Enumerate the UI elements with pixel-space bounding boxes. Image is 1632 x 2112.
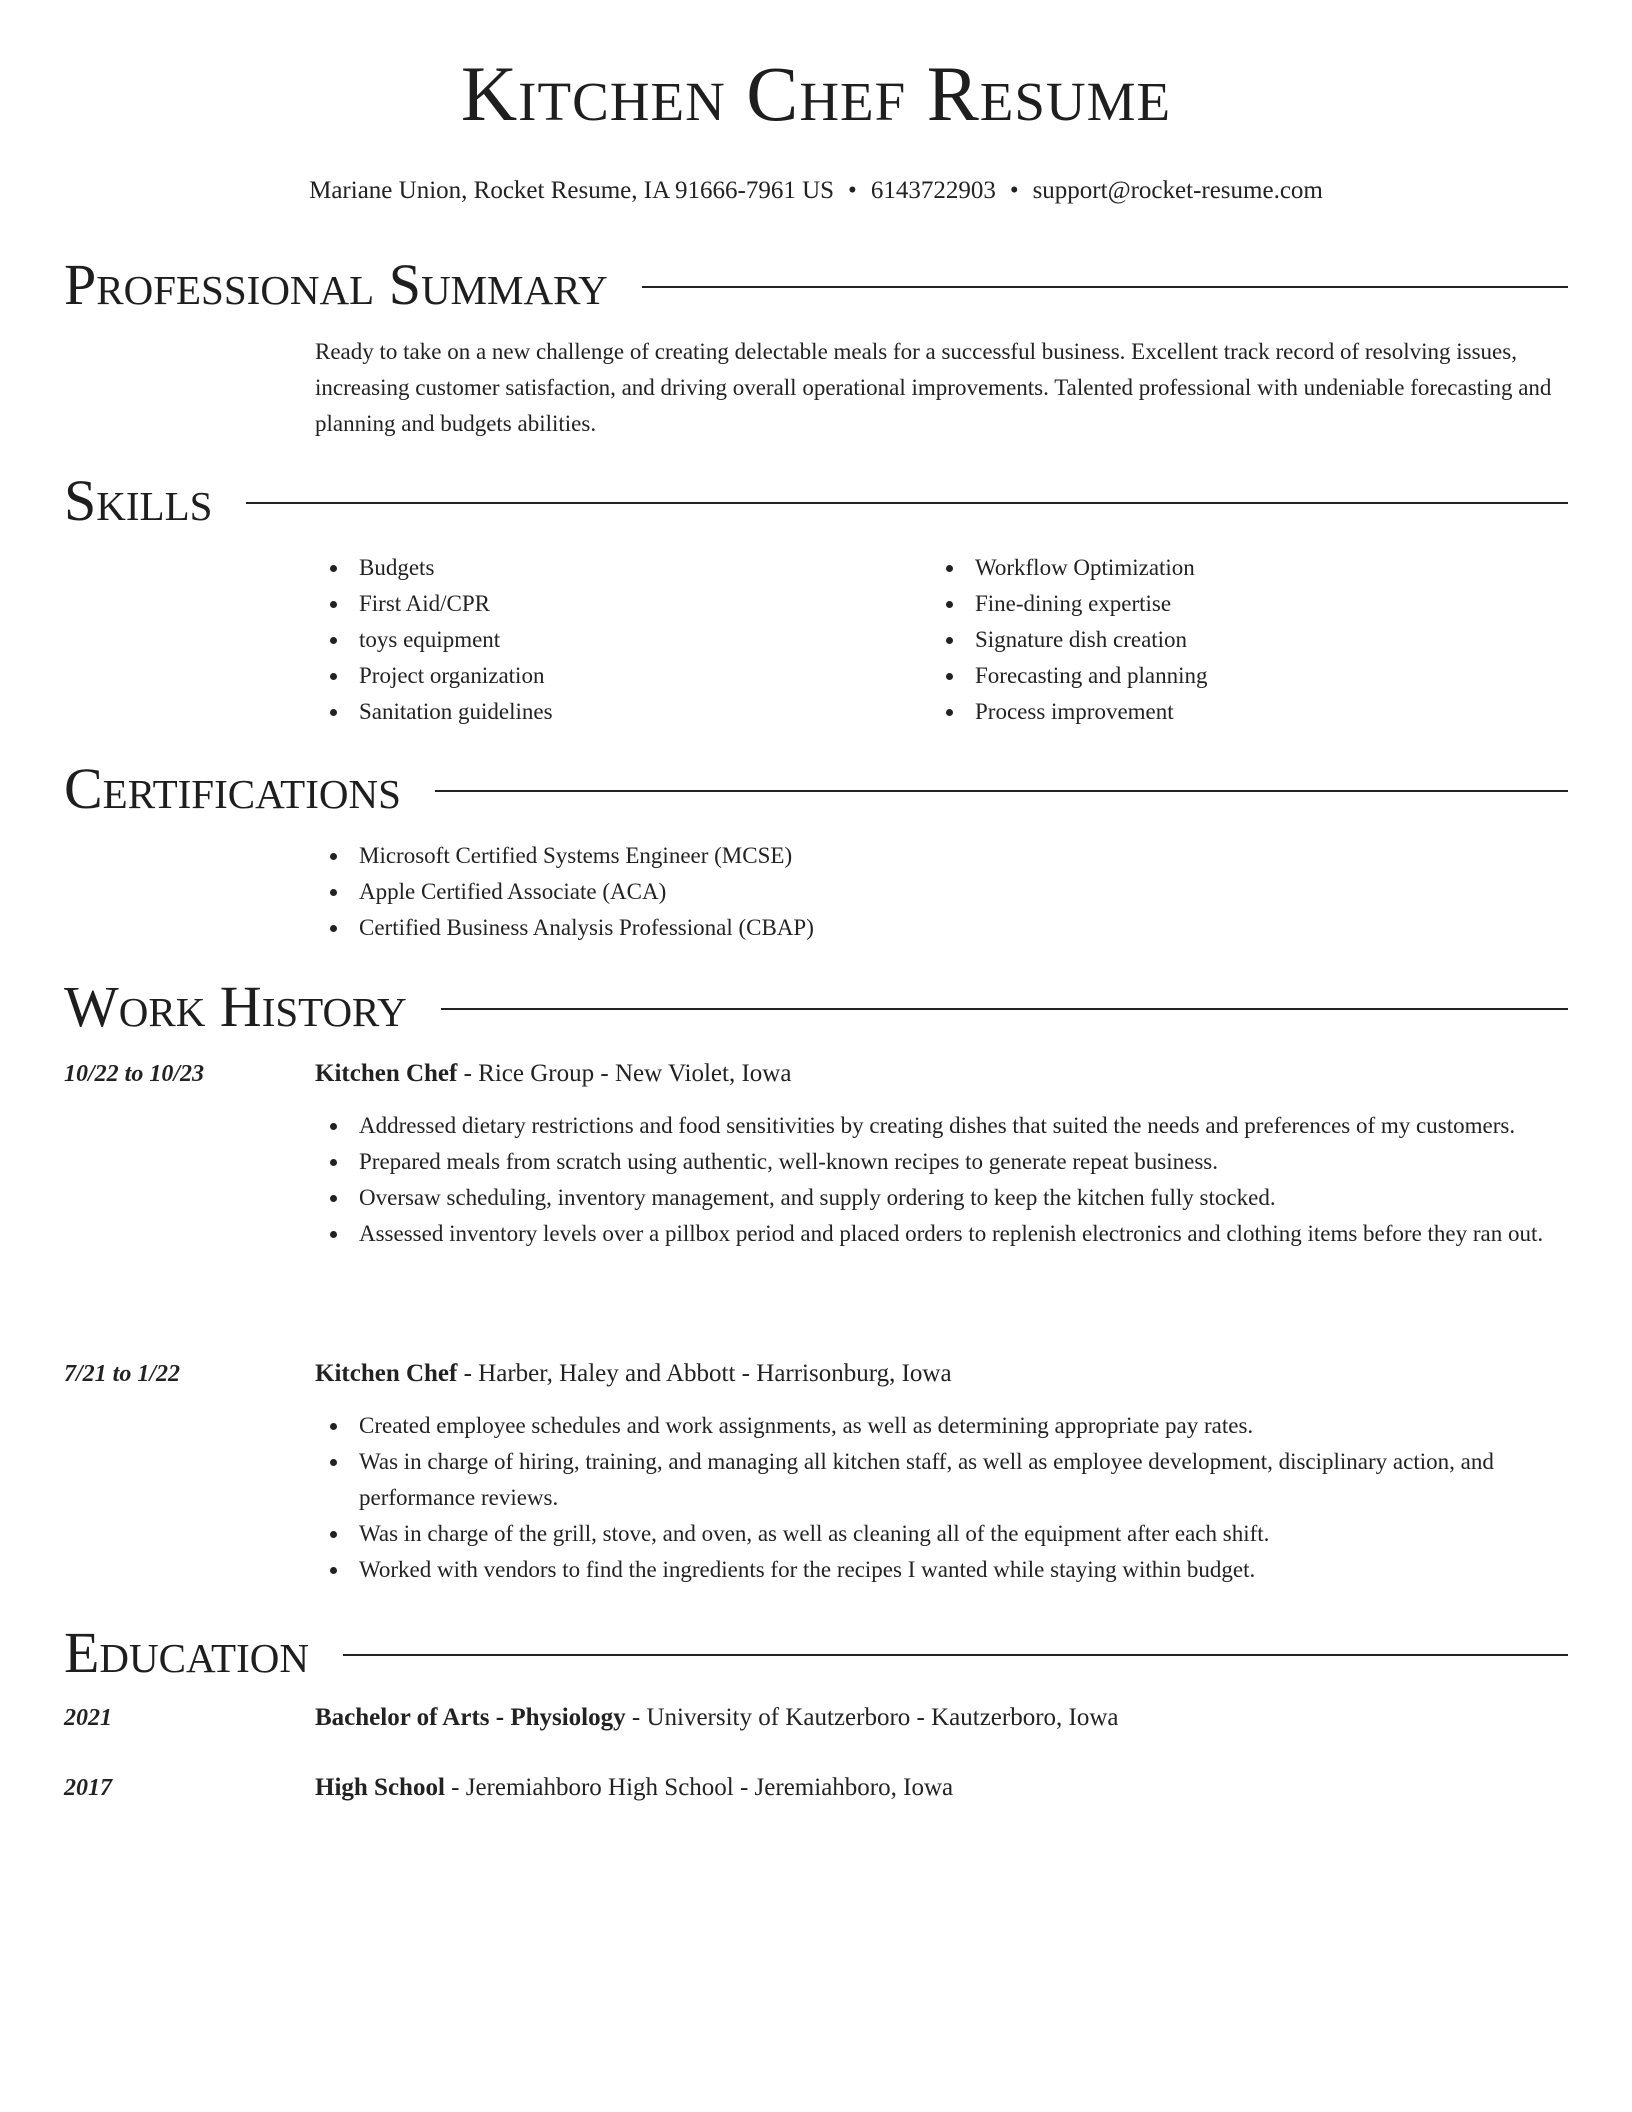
section-header-certifications [64, 754, 1568, 824]
job-title-line [315, 1356, 1570, 1392]
job-duty-item: Was in charge of the grill, stove, and oven, as well as cleaning all of the equipment after each shift. [315, 1516, 1570, 1552]
education-school: - University of Kautzerboro - Kautzerboro, Iowa [625, 1704, 1119, 1731]
section-title-skills: Skills [64, 468, 213, 533]
section-divider [441, 1008, 1568, 1010]
job-role: Kitchen Chef [315, 1060, 458, 1087]
skill-item: toys equipment [315, 622, 915, 658]
section-title-certifications: Certifications [64, 756, 401, 821]
education-line [315, 1770, 1570, 1806]
skill-item: Budgets [315, 550, 915, 586]
skills-column-left [315, 550, 915, 730]
skill-item: Fine-dining expertise [931, 586, 1531, 622]
contact-line [0, 176, 1632, 206]
section-divider [343, 1654, 1568, 1656]
section-divider [642, 286, 1568, 288]
job-role: Kitchen Chef [315, 1360, 458, 1387]
skill-item: Forecasting and planning [931, 658, 1531, 694]
section-header-education [64, 1618, 1568, 1688]
contact-separator: • [848, 177, 857, 204]
job-employer: - Harber, Haley and Abbott - Harrisonburg, Iowa [457, 1360, 952, 1387]
section-header-work-history [64, 972, 1568, 1042]
job-duty-item: Assessed inventory levels over a pillbox period and placed orders to replenish electronics and clothing items before they ran out. [315, 1216, 1570, 1252]
job-duty-item: Created employee schedules and work assignments, as well as determining appropriate pay rates. [315, 1408, 1570, 1444]
job-duty-item: Prepared meals from scratch using authentic, well-known recipes to generate repeat business. [315, 1144, 1570, 1180]
skill-item: Signature dish creation [931, 622, 1531, 658]
job-duties-list [315, 1408, 1570, 1588]
certification-item: Certified Business Analysis Professional (CBAP) [315, 910, 1570, 946]
skill-item: Workflow Optimization [931, 550, 1531, 586]
resume-title: Kitchen Chef Resume [460, 50, 1172, 137]
education-school: - Jeremiahboro High School - Jeremiahboro, Iowa [444, 1774, 954, 1801]
certification-item: Apple Certified Associate (ACA) [315, 874, 1570, 910]
education-year: 2021 [64, 1705, 112, 1731]
contact-separator: • [1009, 177, 1019, 204]
job-dates: 10/22 to 10/23 [64, 1061, 205, 1087]
contact-email: support@rocket-resume.com [1032, 177, 1323, 204]
contact-phone: 6143722903 [870, 177, 996, 204]
section-title-education: Education [64, 1620, 309, 1685]
education-degree: Bachelor of Arts - Physiology [315, 1704, 626, 1731]
skill-item: Process improvement [931, 694, 1531, 730]
skills-column-right [931, 550, 1531, 730]
skill-item: Project organization [315, 658, 915, 694]
job-title-line [315, 1056, 1570, 1092]
job-duty-item: Worked with vendors to find the ingredients for the recipes I wanted while staying within budget. [315, 1552, 1570, 1588]
job-duties-list [315, 1108, 1570, 1252]
section-header-skills [64, 466, 1568, 536]
job-employer: - Rice Group - New Violet, Iowa [457, 1060, 792, 1087]
skill-item: First Aid/CPR [315, 586, 915, 622]
job-duty-item: Was in charge of hiring, training, and managing all kitchen staff, as well as employee development, disciplinary action, and performance reviews. [315, 1444, 1570, 1516]
summary-text: Ready to take on a new challenge of creating delectable meals for a successful business. Excellent track record of resolving issues, increasing customer satisfaction, and driving overall operational improvements. Talented professional with undeniable forecasting and planning and budgets abilities. [315, 339, 1552, 436]
section-title-summary: Professional Summary [64, 252, 608, 317]
education-degree: High School [315, 1774, 445, 1801]
education-year: 2017 [64, 1775, 112, 1801]
certifications-list [315, 838, 1570, 946]
section-divider [435, 790, 1568, 792]
job-dates: 7/21 to 1/22 [64, 1361, 181, 1387]
skill-item: Sanitation guidelines [315, 694, 915, 730]
certification-item: Microsoft Certified Systems Engineer (MCSE) [315, 838, 1570, 874]
education-line [315, 1700, 1570, 1736]
section-title-work-history: Work History [64, 974, 407, 1039]
section-header-summary [64, 250, 1568, 320]
job-duty-item: Addressed dietary restrictions and food sensitivities by creating dishes that suited the needs and preferences of my customers. [315, 1108, 1570, 1144]
section-divider [246, 502, 1568, 504]
contact-address: Mariane Union, Rocket Resume, IA 91666-7961 US [309, 177, 835, 204]
job-duty-item: Oversaw scheduling, inventory management, and supply ordering to keep the kitchen fully stocked. [315, 1180, 1570, 1216]
